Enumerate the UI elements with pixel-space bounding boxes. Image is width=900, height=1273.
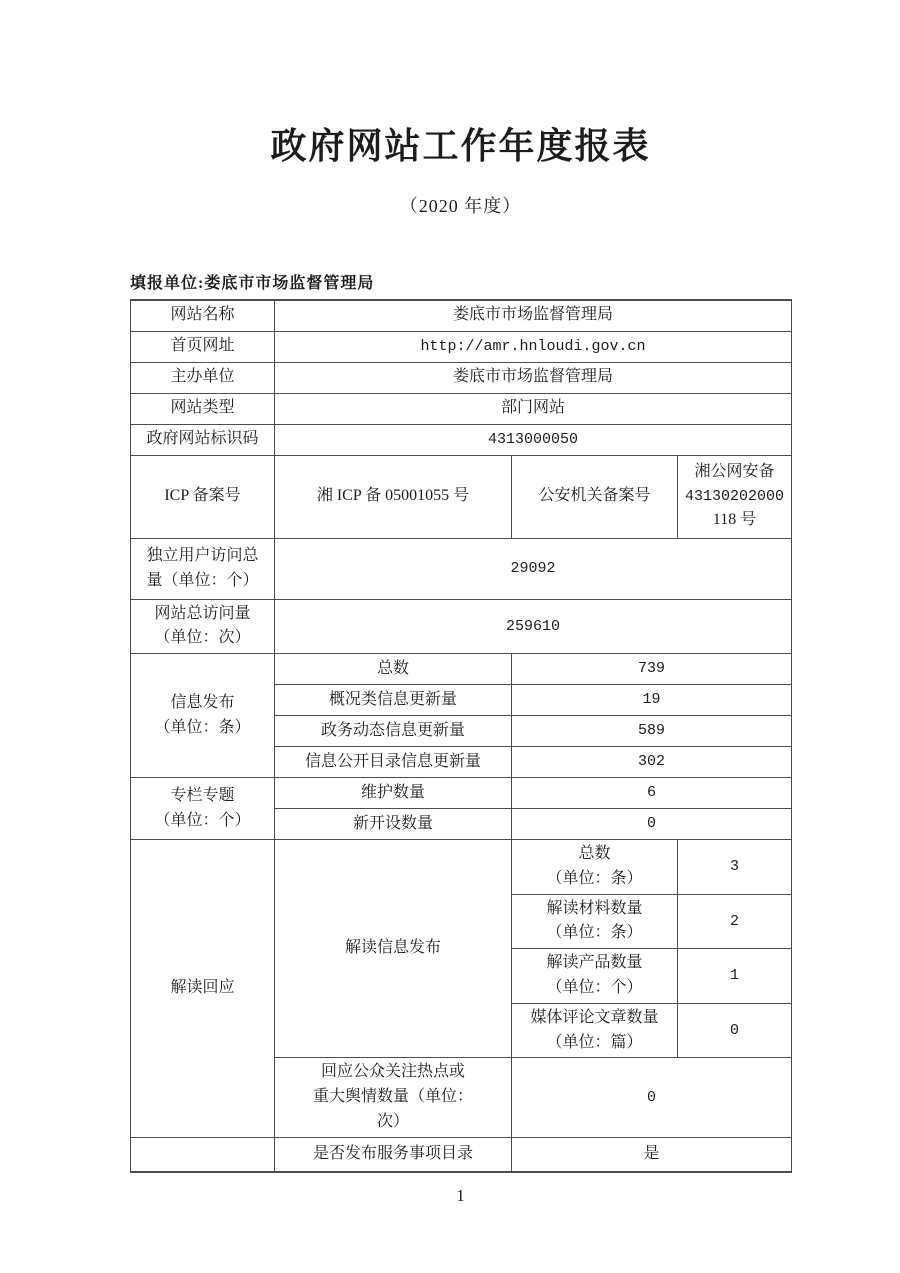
table-row [131, 300, 792, 331]
info-publish-dynamics-value: 589 [512, 716, 792, 747]
police-record-value: 湘公网安备 43130202000 118 号 [678, 455, 792, 538]
interpretation-total-label: 总数 （单位：条） [512, 840, 678, 895]
host-unit-label: 主办单位 [131, 362, 275, 393]
info-publish-catalog-value: 302 [512, 747, 792, 778]
table-row [131, 654, 792, 685]
special-columns-header: 专栏专题 （单位：个） [131, 778, 275, 840]
interpretation-materials-label: 解读材料数量 （单位：条） [512, 894, 678, 949]
table-row [131, 778, 792, 809]
info-publish-total-label: 总数 [275, 654, 512, 685]
table-row [131, 599, 792, 654]
website-name-label: 网站名称 [131, 300, 275, 331]
interpretation-total-value: 3 [678, 840, 792, 895]
table-row [131, 393, 792, 424]
host-unit-value: 娄底市市场监督管理局 [275, 362, 792, 393]
total-visits-label: 网站总访问量 （单位：次） [131, 599, 275, 654]
page-number: 1 [456, 1186, 465, 1205]
table-row [131, 455, 792, 538]
table-row [131, 362, 792, 393]
police-record-label: 公安机关备案号 [512, 455, 678, 538]
interpretation-header: 解读回应 [131, 840, 275, 1138]
table-row [131, 331, 792, 362]
website-type-label: 网站类型 [131, 393, 275, 424]
interpretation-media-label: 媒体评论文章数量 （单位：篇） [512, 1003, 678, 1058]
table-row [131, 538, 792, 599]
website-name-value: 娄底市市场监督管理局 [275, 300, 792, 331]
interpretation-products-value: 1 [678, 949, 792, 1004]
unique-visitors-value: 29092 [275, 538, 792, 599]
special-columns-maintained-value: 6 [512, 778, 792, 809]
table-row [131, 424, 792, 455]
unique-visitors-label: 独立用户访问总 量（单位：个） [131, 538, 275, 599]
special-columns-maintained-label: 维护数量 [275, 778, 512, 809]
homepage-url-label: 首页网址 [131, 331, 275, 362]
interpretation-release-label: 解读信息发布 [275, 840, 512, 1058]
table-row [131, 1137, 792, 1172]
interpretation-products-label: 解读产品数量 （单位：个） [512, 949, 678, 1004]
site-id-label: 政府网站标识码 [131, 424, 275, 455]
hot-response-value: 0 [512, 1058, 792, 1137]
reporting-unit-line [130, 270, 374, 293]
interpretation-materials-value: 2 [678, 894, 792, 949]
info-publish-overview-label: 概况类信息更新量 [275, 685, 512, 716]
annual-report-table [130, 299, 792, 1173]
special-columns-new-value: 0 [512, 809, 792, 840]
page-title: 政府网站工作年度报表 [270, 126, 651, 166]
info-publish-catalog-label: 信息公开目录信息更新量 [275, 747, 512, 778]
reporting-unit-value: 娄底市市场监督管理局 [204, 275, 375, 292]
special-columns-new-label: 新开设数量 [275, 809, 512, 840]
info-publish-overview-value: 19 [512, 685, 792, 716]
homepage-url-value: http://amr.hnloudi.gov.cn [275, 331, 792, 362]
reporting-unit-label: 填报单位: [130, 275, 205, 292]
icp-label: ICP 备案号 [131, 455, 275, 538]
info-publish-header: 信息发布 （单位：条） [131, 654, 275, 778]
total-visits-value: 259610 [275, 599, 792, 654]
hot-response-label: 回应公众关注热点或 重大舆情数量（单位： 次） [275, 1058, 512, 1137]
service-catalog-label: 是否发布服务事项目录 [275, 1137, 512, 1172]
info-publish-dynamics-label: 政务动态信息更新量 [275, 716, 512, 747]
icp-value: 湘 ICP 备 05001055 号 [275, 455, 512, 538]
info-publish-total-value: 739 [512, 654, 792, 685]
site-id-value: 4313000050 [275, 424, 792, 455]
service-catalog-value: 是 [512, 1137, 792, 1172]
page-subtitle: （2020 年度） [399, 196, 522, 216]
table-row [131, 840, 792, 895]
website-type-value: 部门网站 [275, 393, 792, 424]
empty-cell [131, 1137, 275, 1172]
interpretation-media-value: 0 [678, 1003, 792, 1058]
